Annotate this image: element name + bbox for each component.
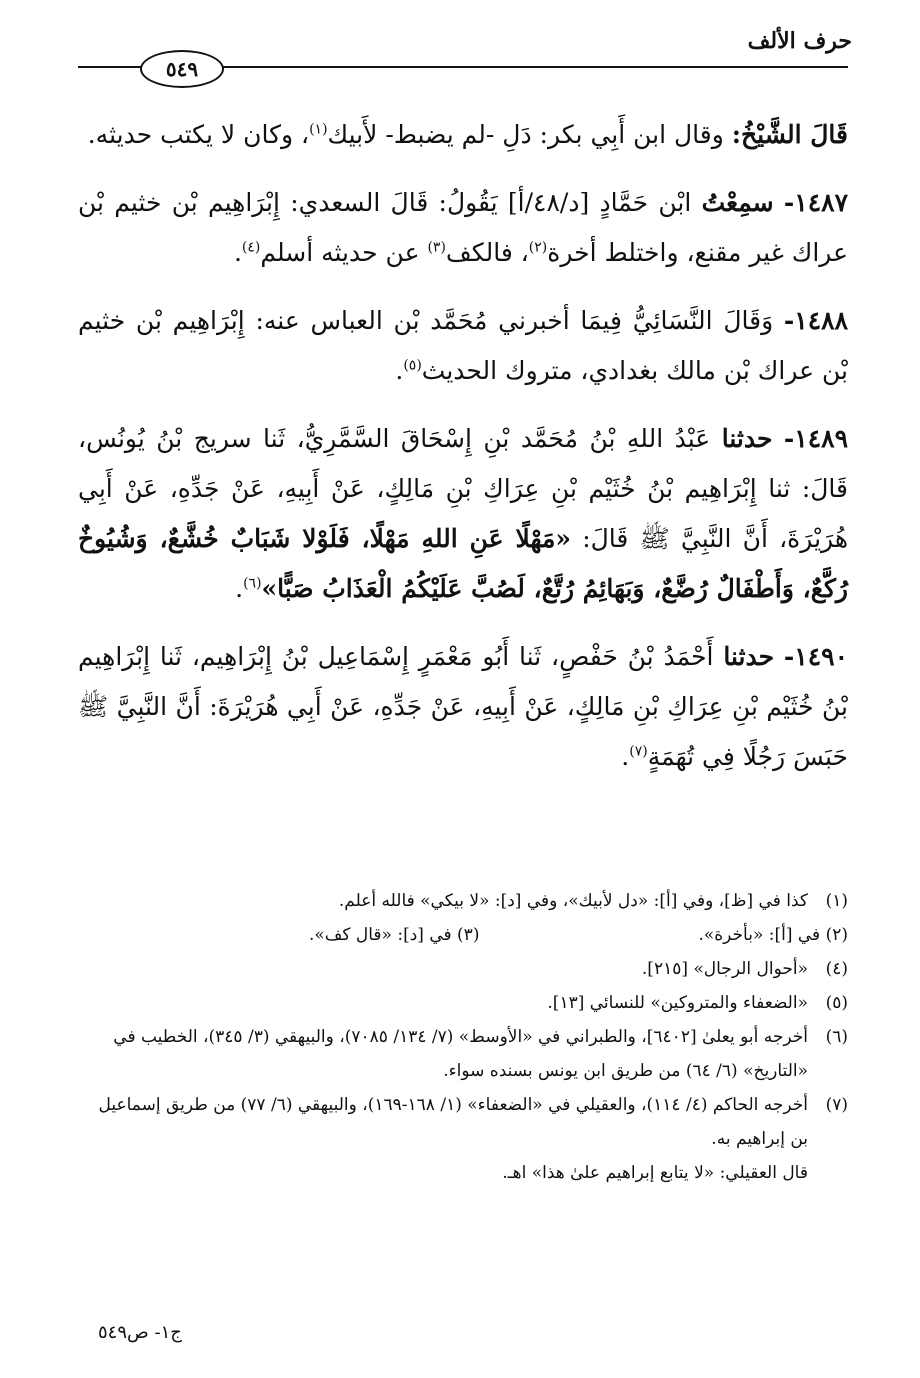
footnote-4 xyxy=(78,952,848,986)
footnote-ref: (٦) xyxy=(243,575,262,592)
paragraph-text: ، فالكف xyxy=(445,238,529,267)
paragraph-text: . xyxy=(235,574,244,603)
footnote-text: أخرجه الحاكم (٤/ ١١٤)، والعقيلي في «الضعفاء» (١/ ١٦٨-١٦٩)، والبيهقي (٦/ ٧٧) من طريق إسماعيل بن إبراهيم به. xyxy=(98,1095,808,1149)
footnote-1 xyxy=(78,884,848,918)
footnote-number: (٥) xyxy=(825,993,848,1013)
paragraph-1489 xyxy=(78,414,848,614)
paragraph-text: . xyxy=(621,742,630,771)
footnote-7 xyxy=(78,1088,848,1156)
paragraph-text: عن حديثه أسلم xyxy=(260,238,428,267)
paragraph-text: عَبْدُ اللهِ بْنُ مُحَمَّد بْنِ إِسْحَاقَ السَّمَّرِيُّ، ثَنا سريج بْنُ يُونُس، قَالَ: ثنا إِبْرَاهِيم بْنُ خُثَيْم بْنِ عِرَاكِ بْنِ مَالِكٍ، عَنْ أَبِيهِ، عَنْ جَدِّهِ، عَنْ أَبِي هُرَيْرَةَ، أَنَّ النَّبِيَّ ﷺ قَالَ: xyxy=(78,424,849,553)
entry-number: ١٤٨٧- xyxy=(783,188,848,217)
paragraph-text: وقال ابن أَبِي بكر: دَلِ -لم يضبط- لأَبيك xyxy=(327,120,732,149)
paragraph-text: وَقَالَ النَّسَائِيُّ فِيمَا أخبرني مُحَمَّد بْن العباس عنه: إِبْرَاهِيم بْن خثيم بْن عراك بْن مالك بغدادي، متروك الحديث xyxy=(78,306,848,385)
footnote-ref: (٤) xyxy=(241,239,261,256)
footnote-number: (٤) xyxy=(825,959,848,979)
sheikh-label: قَالَ الشَّيْخُ: xyxy=(731,120,848,149)
main-text xyxy=(78,110,848,800)
narration-keyword: حدثنا xyxy=(723,642,775,671)
paragraph-intro xyxy=(78,110,848,160)
paragraph-text: ابْن حَمَّادٍ [د/٤٨/أ] يَقُولُ: قَالَ السعدي: إِبْرَاهِيم بْن خثيم بْن عراك غير مقنع، واختلط أخرة xyxy=(78,188,848,267)
paragraph-1488 xyxy=(78,296,848,396)
entry-number: ١٤٨٩- xyxy=(783,424,848,453)
chapter-title: حرف الألف xyxy=(747,28,852,54)
paragraph-text: ، وكان لا يكتب حديثه. xyxy=(87,120,310,149)
footnote-7-extra: قال العقيلي: «لا يتابع إبراهيم علىٰ هذا» اهـ. xyxy=(502,1163,808,1183)
footnote-6 xyxy=(78,1020,848,1088)
footnote-number: (٣) xyxy=(457,925,480,945)
paragraph-text: . xyxy=(395,356,404,385)
footnote-number: (٦) xyxy=(825,1027,848,1047)
footnote-text: أخرجه أبو يعلىٰ [٦٤٠٢]، والطبراني في «الأوسط» (٧/ ١٣٤/ ٧٠٨٥)، والبيهقي (٣/ ٣٤٥)، الخطيب في «التاريخ» (٦/ ٦٤) من طريق ابن يونس بسنده سواء. xyxy=(113,1027,808,1081)
footnote-text: «أحوال الرجال» [٢١٥]. xyxy=(641,959,808,979)
footnote-ref: (٧) xyxy=(629,743,648,760)
footnote-number: (١) xyxy=(825,891,848,911)
footnotes xyxy=(78,884,848,1190)
footnote-3 xyxy=(309,918,479,952)
footnote-text: في [أ]: «بأخرة». xyxy=(698,925,821,945)
footnote-row-2-3 xyxy=(78,918,848,952)
footnote-number: (٢) xyxy=(825,925,848,945)
footnote-text: في [د]: «قال كف». xyxy=(309,925,452,945)
footnote-text: «الضعفاء والمتروكين» للنسائي [١٣]. xyxy=(547,993,808,1013)
entry-number: ١٤٩٠- xyxy=(783,642,848,671)
entry-number: ١٤٨٨- xyxy=(783,306,848,335)
footnote-ref: (١) xyxy=(309,121,328,138)
footnote-ref: (٣) xyxy=(427,239,446,256)
narration-keyword: سمِعْتُ xyxy=(701,188,774,217)
paragraph-text: . xyxy=(233,238,242,267)
footnote-text: كذا في [ظ]، وفي [أ]: «دل لأبيك»، وفي [د]: «لا بيكي» فالله أعلم. xyxy=(338,891,808,911)
paragraph-1487 xyxy=(78,178,848,278)
paragraph-1490 xyxy=(78,632,848,782)
footnote-number: (٧) xyxy=(825,1095,848,1115)
paragraph-text: أَحْمَدُ بْنُ حَفْصٍ، ثَنا أَبُو مَعْمَرٍ إِسْمَاعِيل بْنُ إِبْرَاهِيم، ثَنا إِبْرَاهِيم بْنُ خُثَيْم بْنِ عِرَاكِ بْنِ مَالِكٍ، عَنْ أَبِيهِ، عَنْ جَدِّهِ، عَنْ أَبِي هُرَيْرَةَ: أَنَّ النَّبِيَّ ﷺ حَبَسَ رَجُلًا فِي تُهَمَةٍ xyxy=(78,642,848,771)
page-number-badge xyxy=(140,50,224,88)
footnote-ref: (٢) xyxy=(528,239,548,256)
narration-keyword: حدثنا xyxy=(721,424,773,453)
footnote-2 xyxy=(698,918,848,952)
footnote-5 xyxy=(78,986,848,1020)
page-footer-reference: ج١- ص٥٤٩ xyxy=(98,1322,182,1343)
page-number: ٥٤٩ xyxy=(165,57,199,81)
footnote-ref: (٥) xyxy=(403,357,422,374)
hadith-text: «مَهْلًا عَنِ اللهِ مَهْلًا، فَلَوْلا شَبَابٌ خُشَّعٌ، وَشُيُوخٌ رُكَّعٌ، وَأَطْفَالٌ رُضَّعٌ، وَبَهَائِمُ رُتَّعٌ، لَصُبَّ عَلَيْكُمُ الْعَذَابُ صَبًّا» xyxy=(78,524,848,603)
